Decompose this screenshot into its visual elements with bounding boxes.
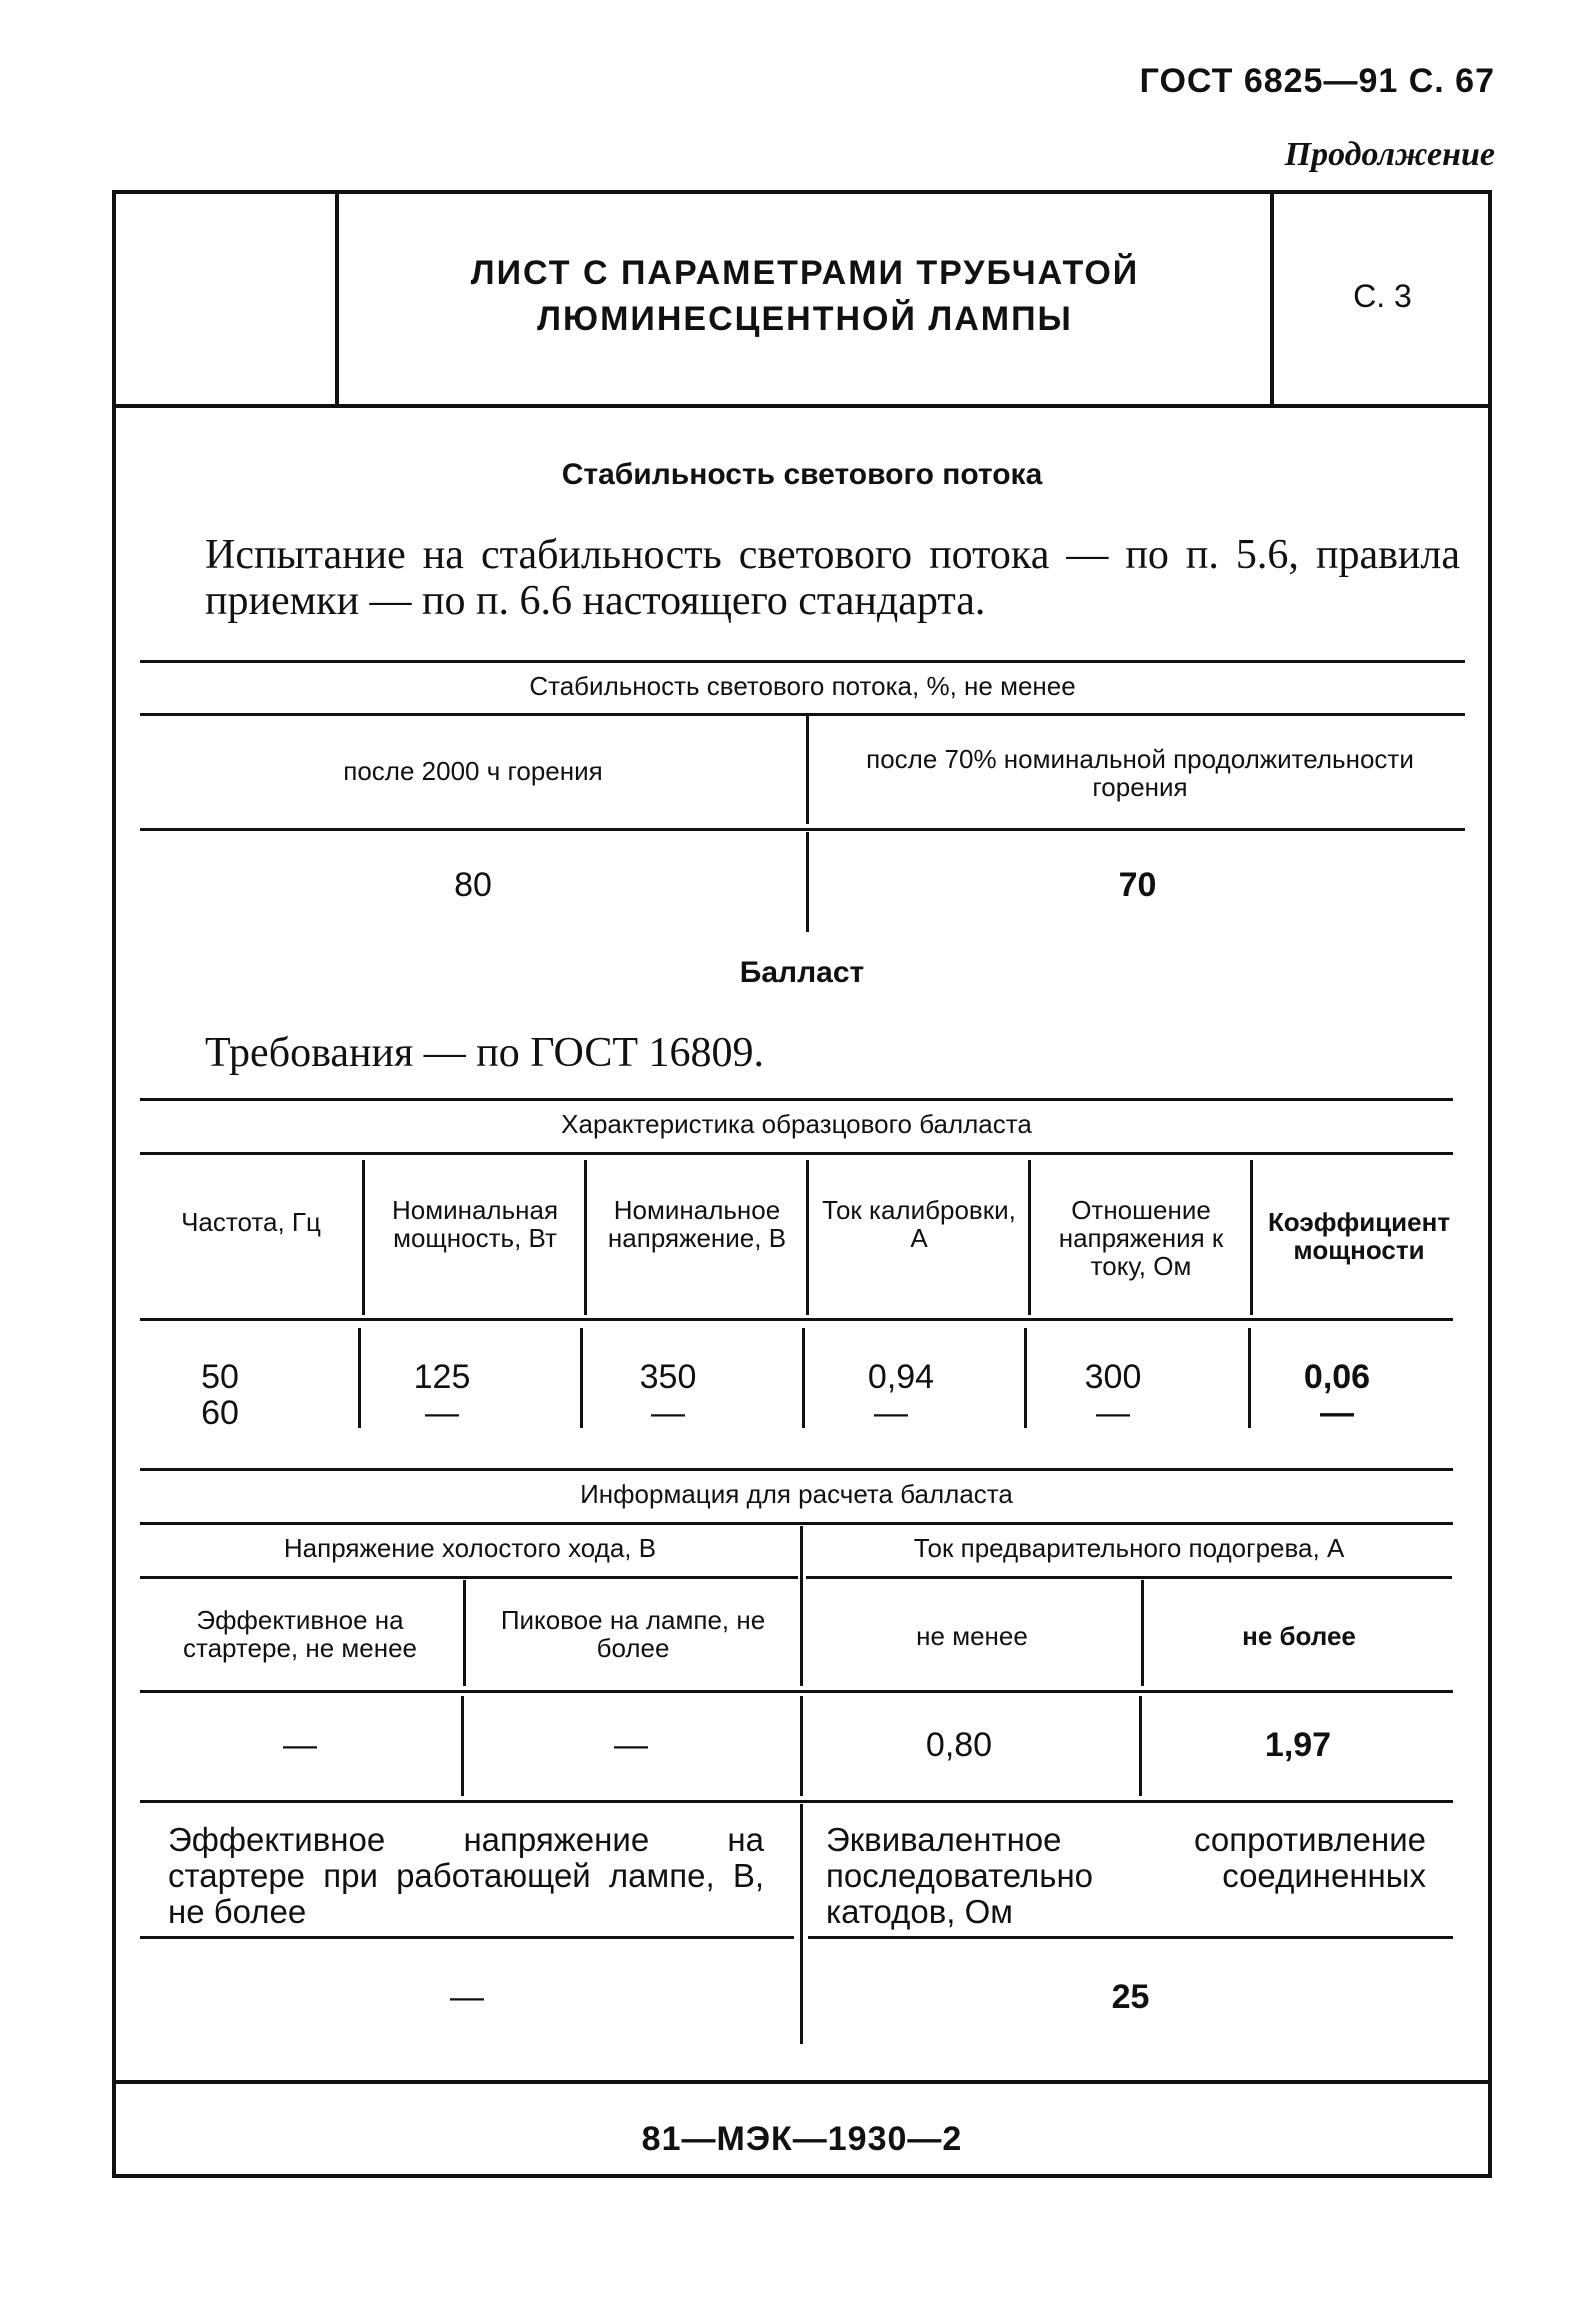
ref-value-powerfactor: — bbox=[1320, 1394, 1354, 1432]
ref-value-powerfactor: 0,06 bbox=[1303, 1358, 1371, 1396]
ballast-heading: Балласт bbox=[739, 956, 865, 989]
ref-value-power: 125 bbox=[413, 1358, 471, 1396]
sheet-title-line1: ЛИСТ С ПАРАМЕТРАМИ ТРУБЧАТОЙ bbox=[470, 254, 1140, 292]
table-divider bbox=[806, 716, 809, 824]
table-rule bbox=[140, 1098, 1453, 1101]
ref-col-power: Номинальная мощность, Вт bbox=[391, 1195, 559, 1253]
ref-value-current: 0,94 bbox=[867, 1358, 935, 1396]
table-rule bbox=[140, 1522, 1453, 1525]
calc-value-preheat-min: 0,80 bbox=[925, 1726, 993, 1764]
table-rule bbox=[140, 1576, 798, 1579]
starter-voltage-label: Эффективное напряжение на стартере при работающей лампе, В, не более bbox=[168, 1821, 764, 1930]
table-divider bbox=[1248, 1328, 1251, 1428]
ref-value-frequency: 50 bbox=[201, 1358, 239, 1396]
table-divider bbox=[1250, 1160, 1253, 1315]
ref-value-voltage: 350 bbox=[639, 1358, 697, 1396]
preheat-max: не более bbox=[1242, 1621, 1356, 1651]
calc-value-preheat-max: 1,97 bbox=[1264, 1726, 1332, 1764]
table-rule bbox=[140, 1152, 1453, 1155]
ref-col-ratio: Отношение напряжения к току, Ом bbox=[1058, 1195, 1224, 1281]
table-rule bbox=[140, 1468, 1453, 1471]
table-divider bbox=[800, 1804, 803, 2044]
reference-ballast-title: Характеристика образцового балласта bbox=[561, 1109, 1032, 1139]
calc-value-ocv-effective: — bbox=[283, 1726, 317, 1764]
table-divider bbox=[584, 1160, 587, 1315]
table-rule bbox=[140, 828, 1465, 831]
stability-col-70pct: после 70% номинальной продолжительности горения bbox=[866, 744, 1414, 802]
ocv-effective: Эффективное на стартере, не менее bbox=[182, 1605, 418, 1663]
table-rule bbox=[140, 1800, 1453, 1803]
ref-value-ratio: — bbox=[1096, 1394, 1130, 1432]
table-rule bbox=[140, 1936, 794, 1939]
sheet-title-line2: ЛЮМИНЕСЦЕНТНОЙ ЛАМПЫ bbox=[537, 300, 1073, 338]
ref-col-voltage: Номинальное напряжение, В bbox=[607, 1195, 787, 1253]
table-divider bbox=[806, 1160, 809, 1315]
ref-value-power: — bbox=[425, 1394, 459, 1432]
starter-voltage-value: — bbox=[450, 1978, 484, 2016]
stability-value-70pct: 70 bbox=[1118, 866, 1157, 904]
ref-col-current: Ток калибровки, А bbox=[822, 1195, 1016, 1253]
table-divider bbox=[800, 1526, 803, 1686]
table-divider bbox=[463, 1580, 466, 1686]
ref-value-current: — bbox=[874, 1394, 908, 1432]
table-divider bbox=[580, 1328, 583, 1428]
document-id: ГОСТ 6825—91 С. 67 bbox=[1139, 62, 1495, 100]
table-divider bbox=[1139, 1696, 1142, 1796]
table-divider bbox=[806, 832, 809, 932]
table-rule bbox=[140, 1690, 1453, 1693]
divider bbox=[1270, 190, 1274, 408]
divider bbox=[335, 190, 339, 408]
sheet-title bbox=[340, 250, 1270, 342]
ref-value-voltage: — bbox=[651, 1394, 685, 1432]
preheat-title: Ток предварительного подогрева, А bbox=[913, 1533, 1345, 1563]
table-divider bbox=[1141, 1580, 1144, 1686]
stability-table-title: Стабильность светового потока, %, не менее bbox=[529, 671, 1076, 701]
ref-col-powerfactor: Коэффициент мощности bbox=[1267, 1207, 1451, 1265]
cathode-resistance-label: Эквивалентное сопротивление последовательно соединенных катодов, Ом bbox=[826, 1821, 1426, 1930]
calc-value-ocv-peak: — bbox=[614, 1726, 648, 1764]
table-rule bbox=[140, 1318, 1453, 1321]
stability-value-2000h: 80 bbox=[454, 866, 492, 904]
table-divider bbox=[1028, 1160, 1031, 1315]
ocv-title: Напряжение холостого хода, В bbox=[283, 1533, 657, 1563]
table-divider bbox=[461, 1696, 464, 1796]
stability-col-2000h: после 2000 ч горения bbox=[343, 756, 603, 786]
preheat-min: не менее bbox=[916, 1621, 1028, 1651]
ballast-text: Требования — по ГОСТ 16809. bbox=[205, 1030, 764, 1076]
footer-id: 81—МЭК—1930—2 bbox=[641, 2120, 963, 2158]
table-rule bbox=[140, 713, 1465, 716]
table-divider bbox=[800, 1696, 803, 1796]
stability-heading: Стабильность светового потока bbox=[561, 458, 1043, 491]
footer-rule bbox=[112, 2080, 1492, 2084]
table-divider bbox=[802, 1328, 805, 1428]
ref-value-frequency: 60 bbox=[201, 1394, 239, 1432]
ref-value-ratio: 300 bbox=[1084, 1358, 1142, 1396]
table-divider bbox=[362, 1160, 365, 1315]
stability-text: Испытание на стабильность светового потока — по п. 5.6, правила приемки — по п. 6.6 настоящего стандарта. bbox=[205, 532, 1460, 624]
table-rule bbox=[808, 1936, 1453, 1939]
calc-info-title: Информация для расчета балласта bbox=[580, 1479, 1013, 1509]
table-divider bbox=[1024, 1328, 1027, 1428]
continuation-label: Продолжение bbox=[1284, 136, 1495, 173]
table-divider bbox=[358, 1328, 361, 1428]
sheet-number: С. 3 bbox=[1353, 278, 1412, 314]
ocv-peak: Пиковое на лампе, не более bbox=[500, 1605, 766, 1663]
table-rule bbox=[140, 660, 1465, 663]
table-rule bbox=[806, 1576, 1452, 1579]
ref-col-frequency: Частота, Гц bbox=[181, 1207, 321, 1237]
cathode-resistance-value: 25 bbox=[1111, 1978, 1150, 2016]
